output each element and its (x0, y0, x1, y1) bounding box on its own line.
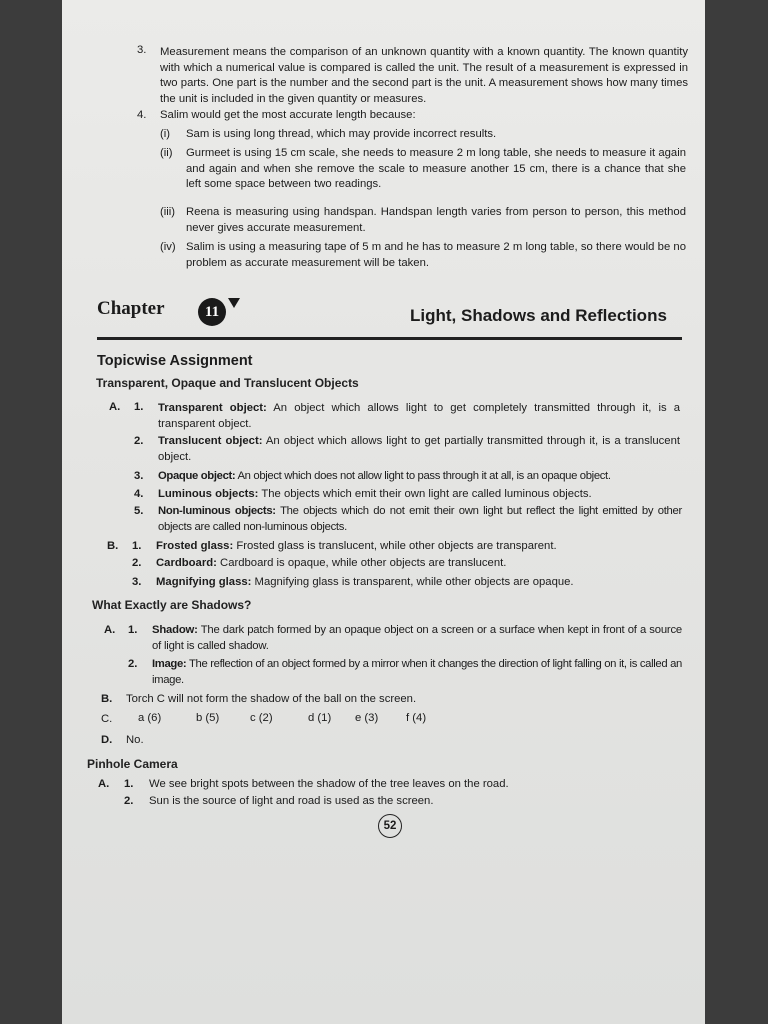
item-number: 3. (134, 470, 144, 482)
definition-item (152, 623, 682, 654)
definition: The dark patch formed by an opaque object on a screen or a surface when kept in front of a source of light is called shadow. (152, 624, 682, 652)
answer-no: No. (126, 734, 144, 746)
section-heading: What Exactly are Shadows? (92, 598, 252, 612)
definition: The reflection of an object formed by a mirror when it changes the direction of light falling on it, is called an image. (152, 658, 682, 686)
match-option: c (2) (250, 712, 273, 724)
part-letter: B. (107, 540, 119, 552)
definition-item (158, 504, 682, 535)
term: Shadow: (152, 624, 198, 636)
definition: An object which allows light to get partially transmitted through it, is a translucent object. (158, 435, 680, 463)
term: Transparent object: (158, 402, 267, 414)
salim-answer: Salim would get the most accurate length because: (160, 109, 416, 121)
match-option: e (3) (355, 712, 379, 724)
definition-item (158, 469, 688, 485)
definition: The objects which emit their own light are called luminous objects. (258, 488, 592, 500)
sub-number: (iv) (160, 241, 176, 253)
section-heading: Pinhole Camera (87, 757, 178, 771)
term: Magnifying glass: (156, 576, 252, 588)
item-number: 5. (134, 505, 144, 517)
header-rule (97, 337, 682, 340)
item-number: 2. (124, 795, 134, 807)
definition-item (156, 575, 686, 591)
section-heading: Transparent, Opaque and Translucent Objects (96, 376, 359, 390)
pinhole-answer: We see bright spots between the shadow of the tree leaves on the road. (149, 778, 509, 790)
sub-answer: Reena is measuring using handspan. Handspan length varies from person to person, this method never gives accurate measurement. (186, 206, 686, 234)
term: Luminous objects: (158, 488, 259, 500)
definition: An object which does not allow light to pass through it at all, is an opaque object. (235, 470, 611, 482)
sub-number: (iii) (160, 206, 176, 218)
part-letter: A. (109, 401, 121, 413)
definition: An object which allows light to get completely transmitted through it, is a transparent object. (158, 402, 680, 430)
definition-item (158, 487, 688, 503)
measurement-answer: Measurement means the comparison of an unknown quantity with a known quantity. The known quantity with which a numerical value is compared is called the unit. The result of a measurement is expressed in two parts. One part is the number and the second part is the unit. A measurement shows how many times the unit is included in the given quantity or measures. (160, 46, 688, 105)
item-number: 3. (132, 576, 142, 588)
part-letter: C. (101, 713, 113, 725)
item-number: 4. (137, 109, 147, 121)
assignment-heading: Topicwise Assignment (97, 353, 253, 369)
definition-item (156, 539, 686, 555)
term: Opaque object: (158, 470, 236, 482)
chapter-label: Chapter (97, 298, 165, 319)
match-option: b (5) (196, 712, 220, 724)
item-number: 2. (134, 435, 144, 447)
term: Frosted glass: (156, 540, 234, 552)
match-option: f (4) (406, 712, 427, 724)
definition-item (156, 556, 686, 572)
term: Cardboard: (156, 557, 217, 569)
definition-item (152, 657, 682, 688)
definition-item (158, 401, 680, 432)
part-letter: A. (98, 778, 110, 790)
match-option: d (1) (308, 712, 332, 724)
sub-number: (i) (160, 128, 171, 140)
item-number: 2. (132, 557, 142, 569)
item-number: 2. (128, 658, 138, 670)
item-number: 3. (137, 44, 147, 56)
pinhole-answer: Sun is the source of light and road is used as the screen. (149, 795, 434, 807)
sub-answer: Gurmeet is using 15 cm scale, she needs to measure 2 m long table, she needs to measure it again and again and when she remove the scale to measure another 15 cm, there is a chance that she left some space between two readings. (186, 147, 686, 190)
definition: Frosted glass is translucent, while other objects are transparent. (233, 540, 557, 552)
definition-item (158, 434, 680, 465)
chapter-title: Light, Shadows and Reflections (410, 306, 667, 325)
term: Translucent object: (158, 435, 263, 447)
torch-answer: Torch C will not form the shadow of the ball on the screen. (126, 693, 417, 705)
item-number: 1. (128, 624, 138, 636)
triangle-icon (228, 298, 240, 308)
definition: Magnifying glass is transparent, while other objects are opaque. (251, 576, 574, 588)
term: Image: (152, 658, 187, 670)
item-number: 1. (132, 540, 142, 552)
sub-answer: Salim is using a measuring tape of 5 m and he has to measure 2 m long table, so there would be no problem as accurate measurement will be taken. (186, 241, 686, 269)
term: Non-luminous objects: (158, 505, 276, 517)
item-number: 4. (134, 488, 144, 500)
item-number: 1. (124, 778, 134, 790)
part-letter: D. (101, 734, 113, 746)
part-letter: A. (104, 624, 116, 636)
page-number: 52 (378, 814, 402, 838)
sub-number: (ii) (160, 147, 173, 159)
match-option: a (6) (138, 712, 162, 724)
chapter-number-badge: 11 (198, 298, 226, 326)
part-letter: B. (101, 693, 113, 705)
definition: Cardboard is opaque, while other objects are translucent. (216, 557, 507, 569)
sub-answer: Sam is using long thread, which may provide incorrect results. (186, 128, 497, 140)
item-number: 1. (134, 401, 144, 413)
definition: The objects which do not emit their own light but reflect the light emitted by other objects are called non-luminous objects. (158, 505, 682, 533)
